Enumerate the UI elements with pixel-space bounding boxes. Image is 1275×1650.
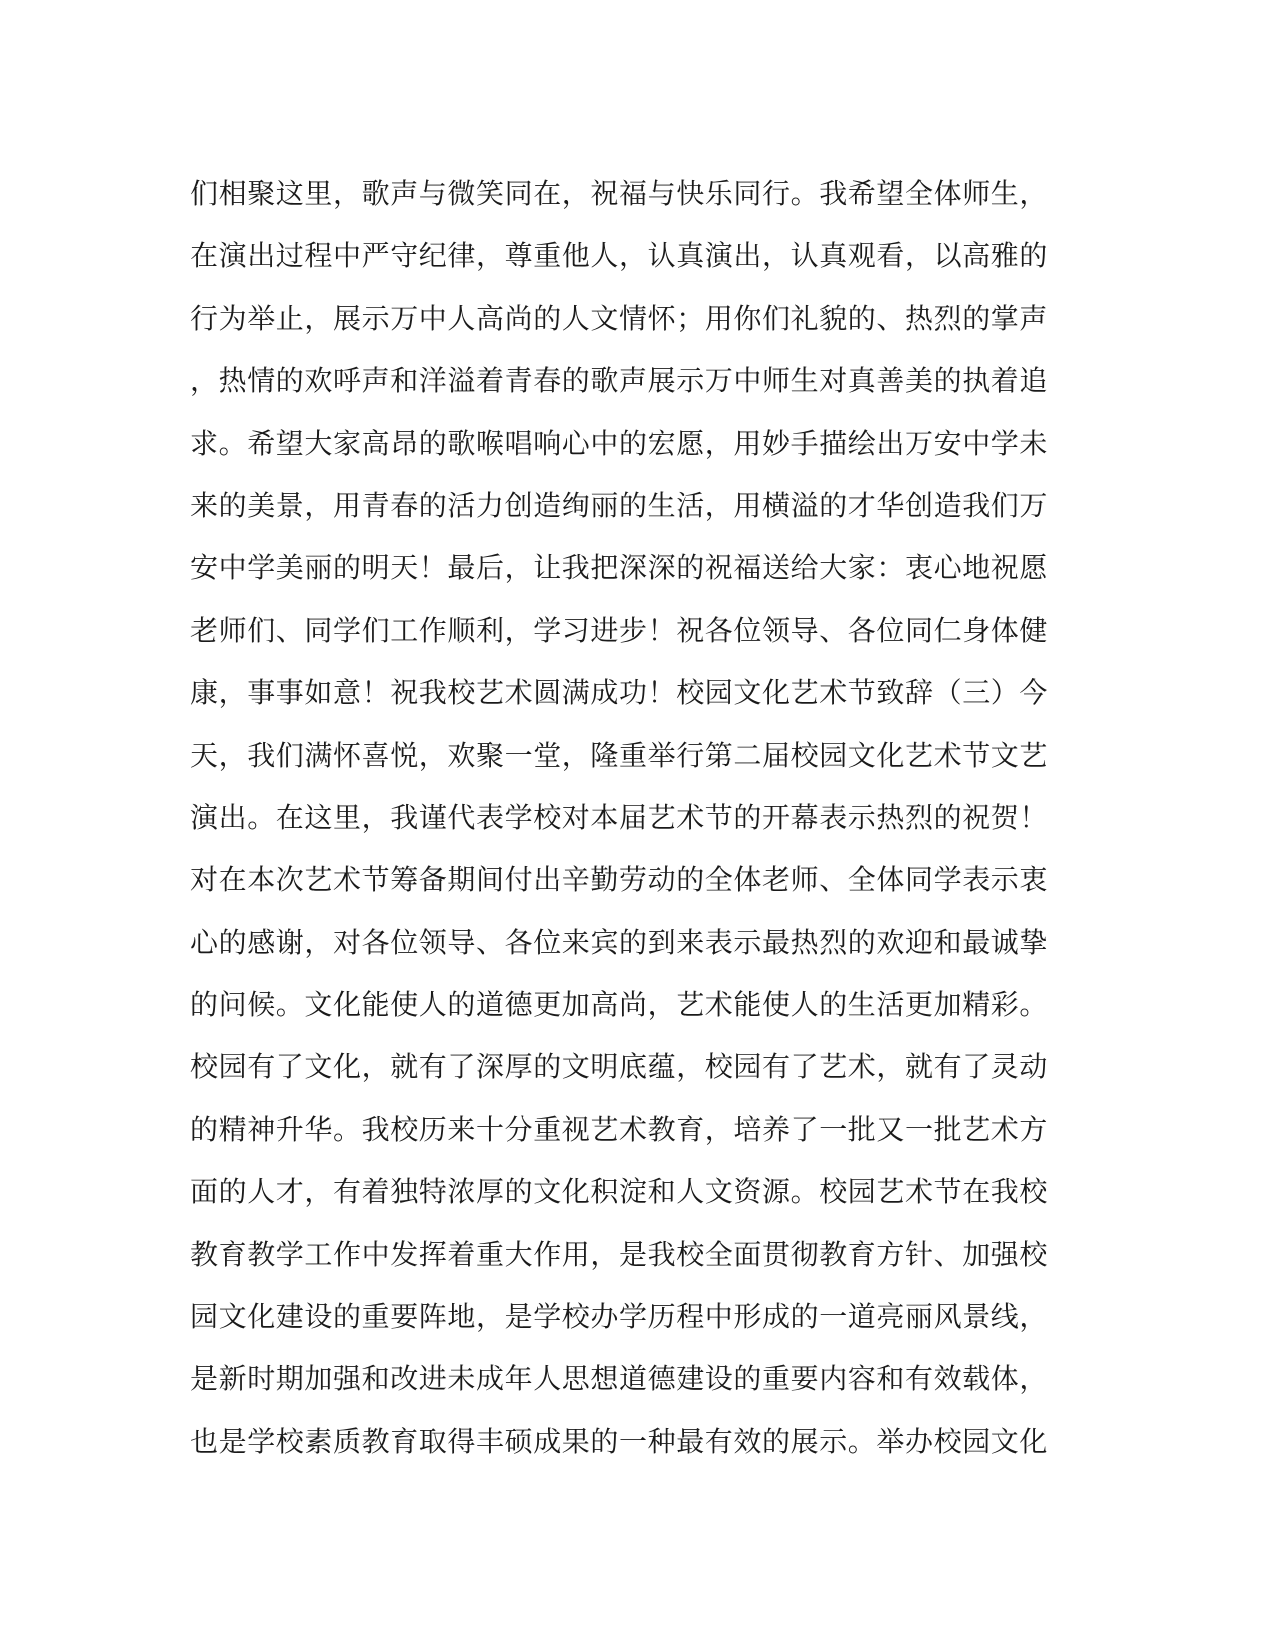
text-line-12: 对在本次艺术节筹备期间付出辛勤劳动的全体老师、全体同学表示衷 bbox=[190, 863, 1049, 897]
text-line-17: 面的人才，有着独特浓厚的文化积淀和人文资源。校园艺术节在我校 bbox=[190, 1175, 1049, 1209]
text-line-20: 是新时期加强和改进未成年人思想道德建设的重要内容和有效载体， bbox=[190, 1362, 1049, 1396]
text-line-15: 校园有了文化，就有了深厚的文明底蕴，校园有了艺术，就有了灵动 bbox=[190, 1050, 1049, 1084]
text-line-21: 也是学校素质教育取得丰硕成果的一种最有效的展示。举办校园文化 bbox=[190, 1424, 1049, 1458]
text-line-1: 们相聚这里，歌声与微笑同在，祝福与快乐同行。我希望全体师生， bbox=[190, 177, 1049, 210]
text-line-9: 康，事事如意！祝我校艺术圆满成功！校园文化艺术节致辞（三）今 bbox=[190, 676, 1049, 710]
body-text bbox=[190, 163, 1070, 1473]
text-line-13: 心的感谢，对各位领导、各位来宾的到来表示最热烈的欢迎和最诚挚 bbox=[190, 925, 1049, 959]
text-line-8: 老师们、同学们工作顺利，学习进步！祝各位领导、各位同仁身体健 bbox=[190, 613, 1049, 647]
text-line-18: 教育教学工作中发挥着重大作用，是我校全面贯彻教育方针、加强校 bbox=[190, 1237, 1049, 1271]
text-line-16: 的精神升华。我校历来十分重视艺术教育，培养了一批又一批艺术方 bbox=[190, 1112, 1049, 1146]
text-line-4: ，热情的欢呼声和洋溢着青春的歌声展示万中师生对真善美的执着追 bbox=[190, 364, 1049, 398]
text-line-7: 安中学美丽的明天！最后，让我把深深的祝福送给大家：衷心地祝愿 bbox=[190, 551, 1049, 585]
text-line-2: 在演出过程中严守纪律，尊重他人，认真演出，认真观看，以高雅的 bbox=[190, 239, 1049, 273]
text-line-6: 来的美景，用青春的活力创造绚丽的生活，用横溢的才华创造我们万 bbox=[190, 488, 1049, 522]
text-line-5: 求。希望大家高昂的歌喉唱响心中的宏愿，用妙手描绘出万安中学未 bbox=[190, 426, 1049, 460]
text-line-11: 演出。在这里，我谨代表学校对本届艺术节的开幕表示热烈的祝贺！ bbox=[190, 800, 1049, 834]
text-line-10: 天，我们满怀喜悦，欢聚一堂，隆重举行第二届校园文化艺术节文艺 bbox=[190, 738, 1049, 772]
text-line-14: 的问候。文化能使人的道德更加高尚，艺术能使人的生活更加精彩。 bbox=[190, 988, 1049, 1022]
text-line-3: 行为举止，展示万中人高尚的人文情怀；用你们礼貌的、热烈的掌声 bbox=[190, 301, 1049, 335]
text-line-19: 园文化建设的重要阵地，是学校办学历程中形成的一道亮丽风景线， bbox=[190, 1300, 1049, 1334]
